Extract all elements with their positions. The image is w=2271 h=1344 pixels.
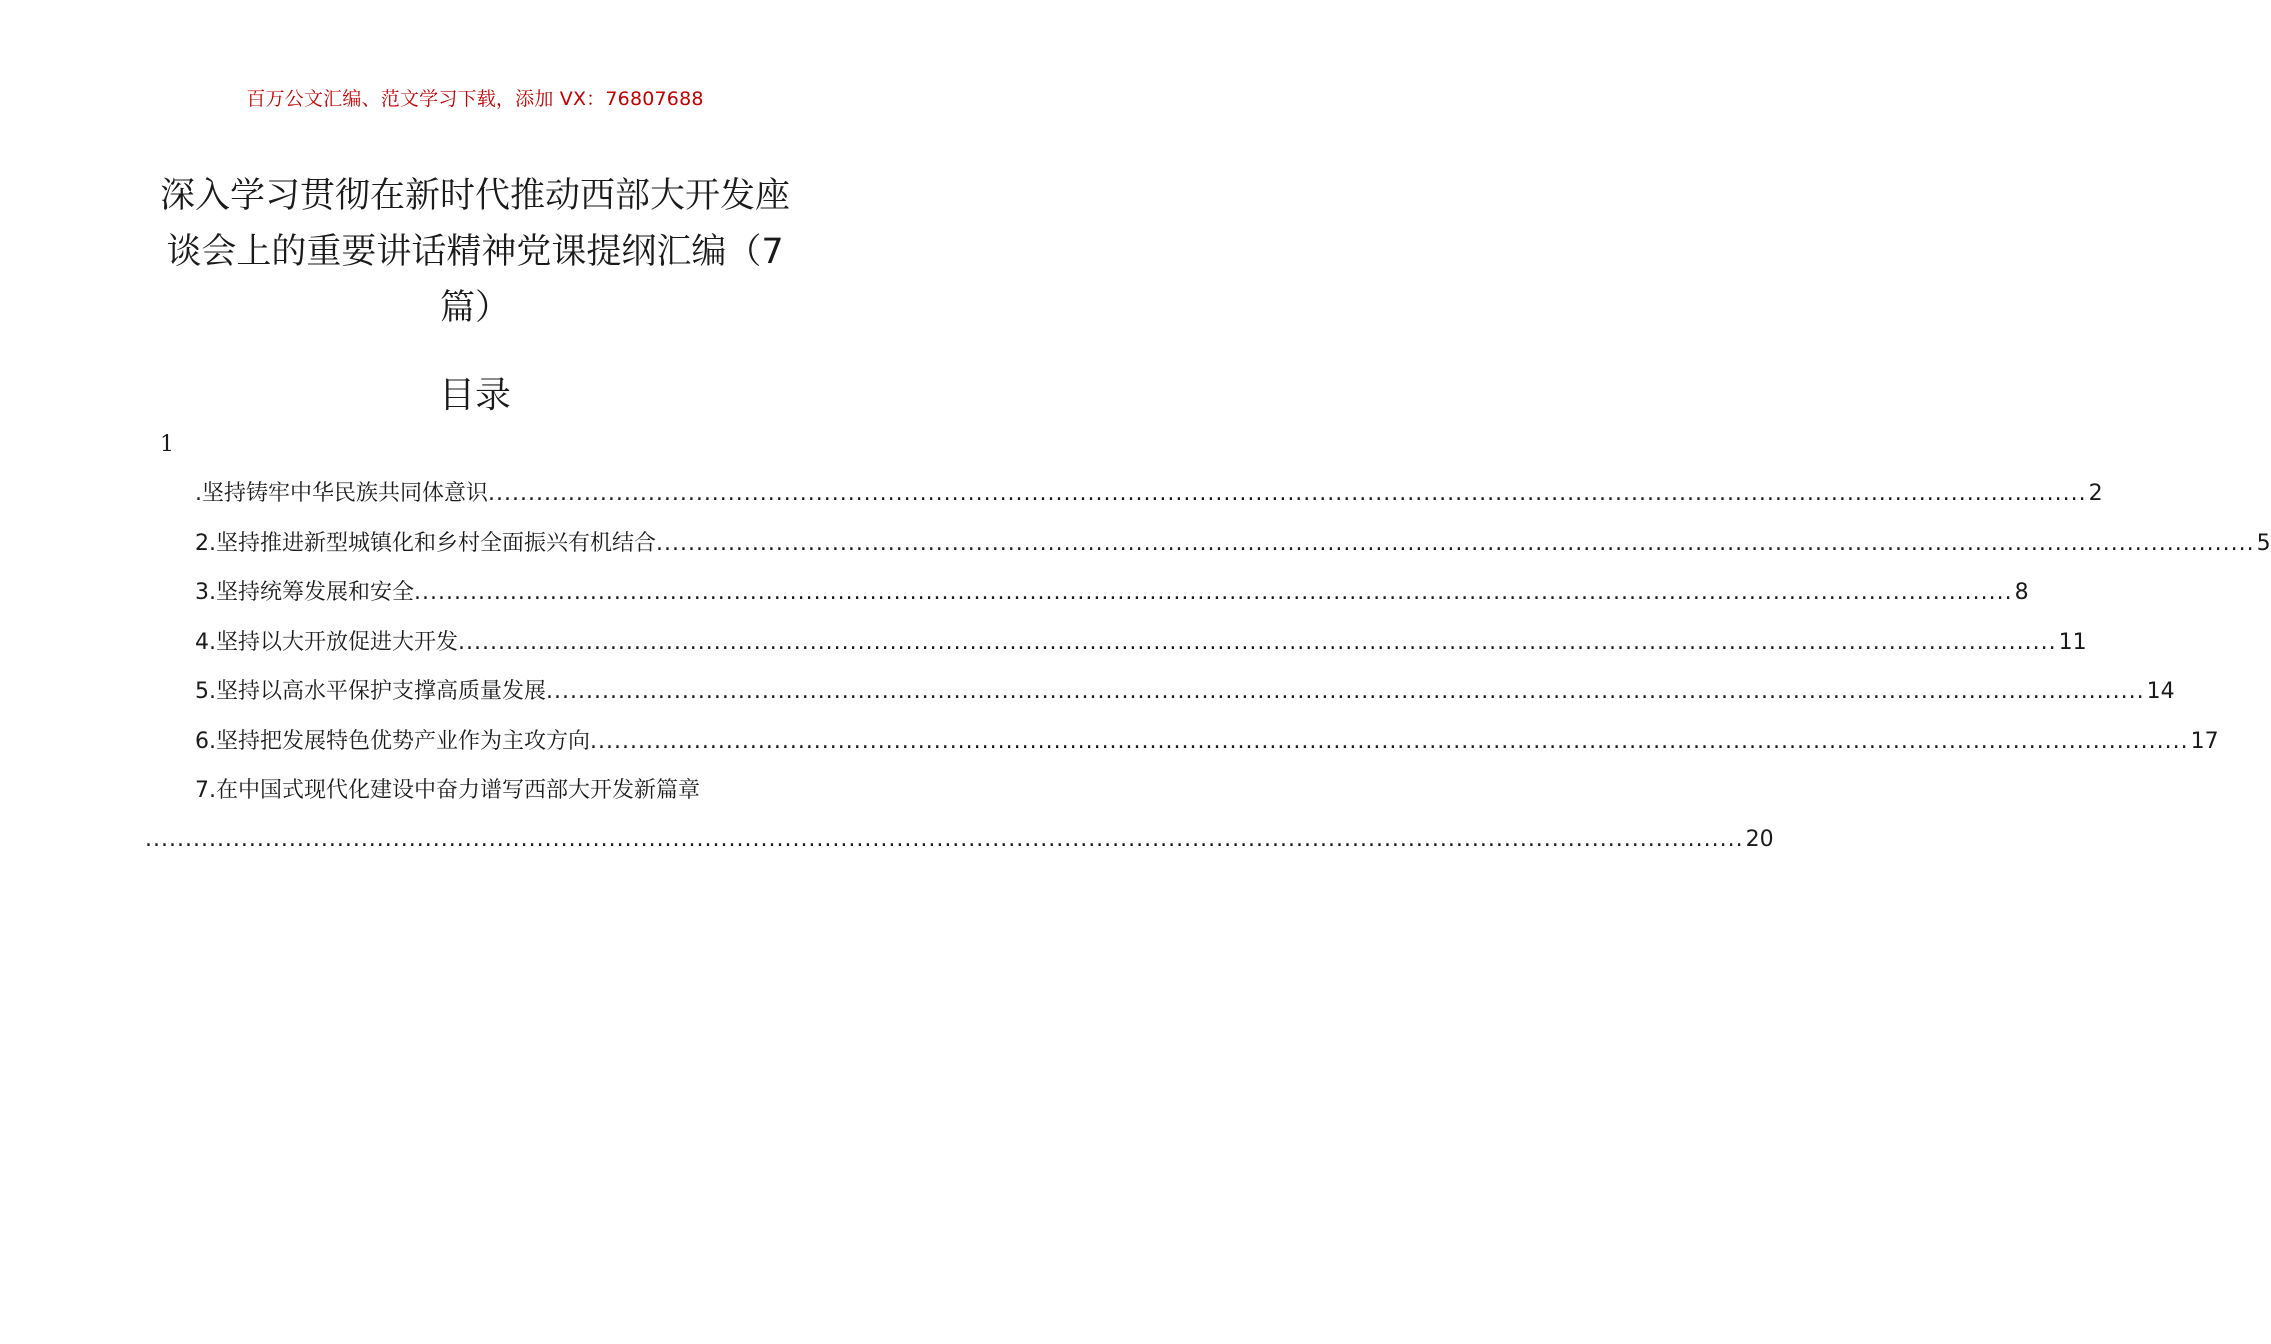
toc-item-page: 20 xyxy=(1745,827,1774,852)
title-line-3: 篇） xyxy=(439,288,510,328)
toc-item-3[interactable] xyxy=(195,573,2029,623)
toc-item-page: 2 xyxy=(2088,481,2103,506)
toc-item-1[interactable] xyxy=(195,474,2103,524)
toc-item-page: 17 xyxy=(2190,728,2219,754)
toc-item-4[interactable] xyxy=(195,623,2087,673)
toc-item-page: 8 xyxy=(2014,580,2029,605)
toc-item-7-continuation[interactable] xyxy=(145,820,1774,860)
toc-leader-dots: ........................................................................................................................................................................................................ xyxy=(458,629,2057,655)
toc-item-label: 4.坚持以大开放促进大开发 xyxy=(195,629,458,655)
toc-item-page: 11 xyxy=(2058,629,2087,655)
toc-item-label: 5.坚持以高水平保护支撑高质量发展 xyxy=(195,679,546,704)
toc-item-label: 6.坚持把发展特色优势产业作为主攻方向 xyxy=(195,728,590,754)
toc-leader-dots: ........................................................................................................................................................................................................ xyxy=(145,827,1744,852)
toc-leader-dots: ........................................................................................................................................................................................................ xyxy=(546,679,2145,704)
document-title xyxy=(100,168,850,336)
title-line-2: 谈会上的重要讲话精神党课提纲汇编（7 xyxy=(166,232,784,272)
header-note: 百万公文汇编、范文学习下载，添加 VX：76807688 xyxy=(246,88,704,110)
toc-leader-dots: ........................................................................................................................................................................................................ xyxy=(656,530,2255,556)
toc-item-page: 5 xyxy=(2256,530,2271,556)
toc-item-label: 3.坚持统筹发展和安全 xyxy=(195,580,414,605)
toc-item-7[interactable] xyxy=(195,771,806,815)
toc-item-label: 7.在中国式现代化建设中奋力谱写西部大开发新篇章 xyxy=(195,778,700,803)
toc-item-page: 14 xyxy=(2146,679,2175,704)
toc-item-5[interactable] xyxy=(195,672,2175,722)
toc-item-label: .坚持铸牢中华民族共同体意识 xyxy=(195,481,488,506)
toc-leader-dots: ........................................................................................................................................................................................................ xyxy=(414,580,2013,605)
toc-heading: 目录 xyxy=(438,375,511,416)
toc-leader-dots: ........................................................................................................................................................................................................ xyxy=(590,728,2189,754)
toc-item-6[interactable] xyxy=(195,722,2219,772)
toc-item-2[interactable] xyxy=(195,524,2271,574)
toc-first-item-number: 1 xyxy=(160,432,174,457)
toc-item-label: 2.坚持推进新型城镇化和乡村全面振兴有机结合 xyxy=(195,530,656,556)
table-of-contents xyxy=(195,474,2271,815)
toc-leader-dots: ........................................................................................................................................................................................................ xyxy=(488,481,2087,506)
title-line-1: 深入学习贯彻在新时代推动西部大开发座 xyxy=(159,176,790,216)
